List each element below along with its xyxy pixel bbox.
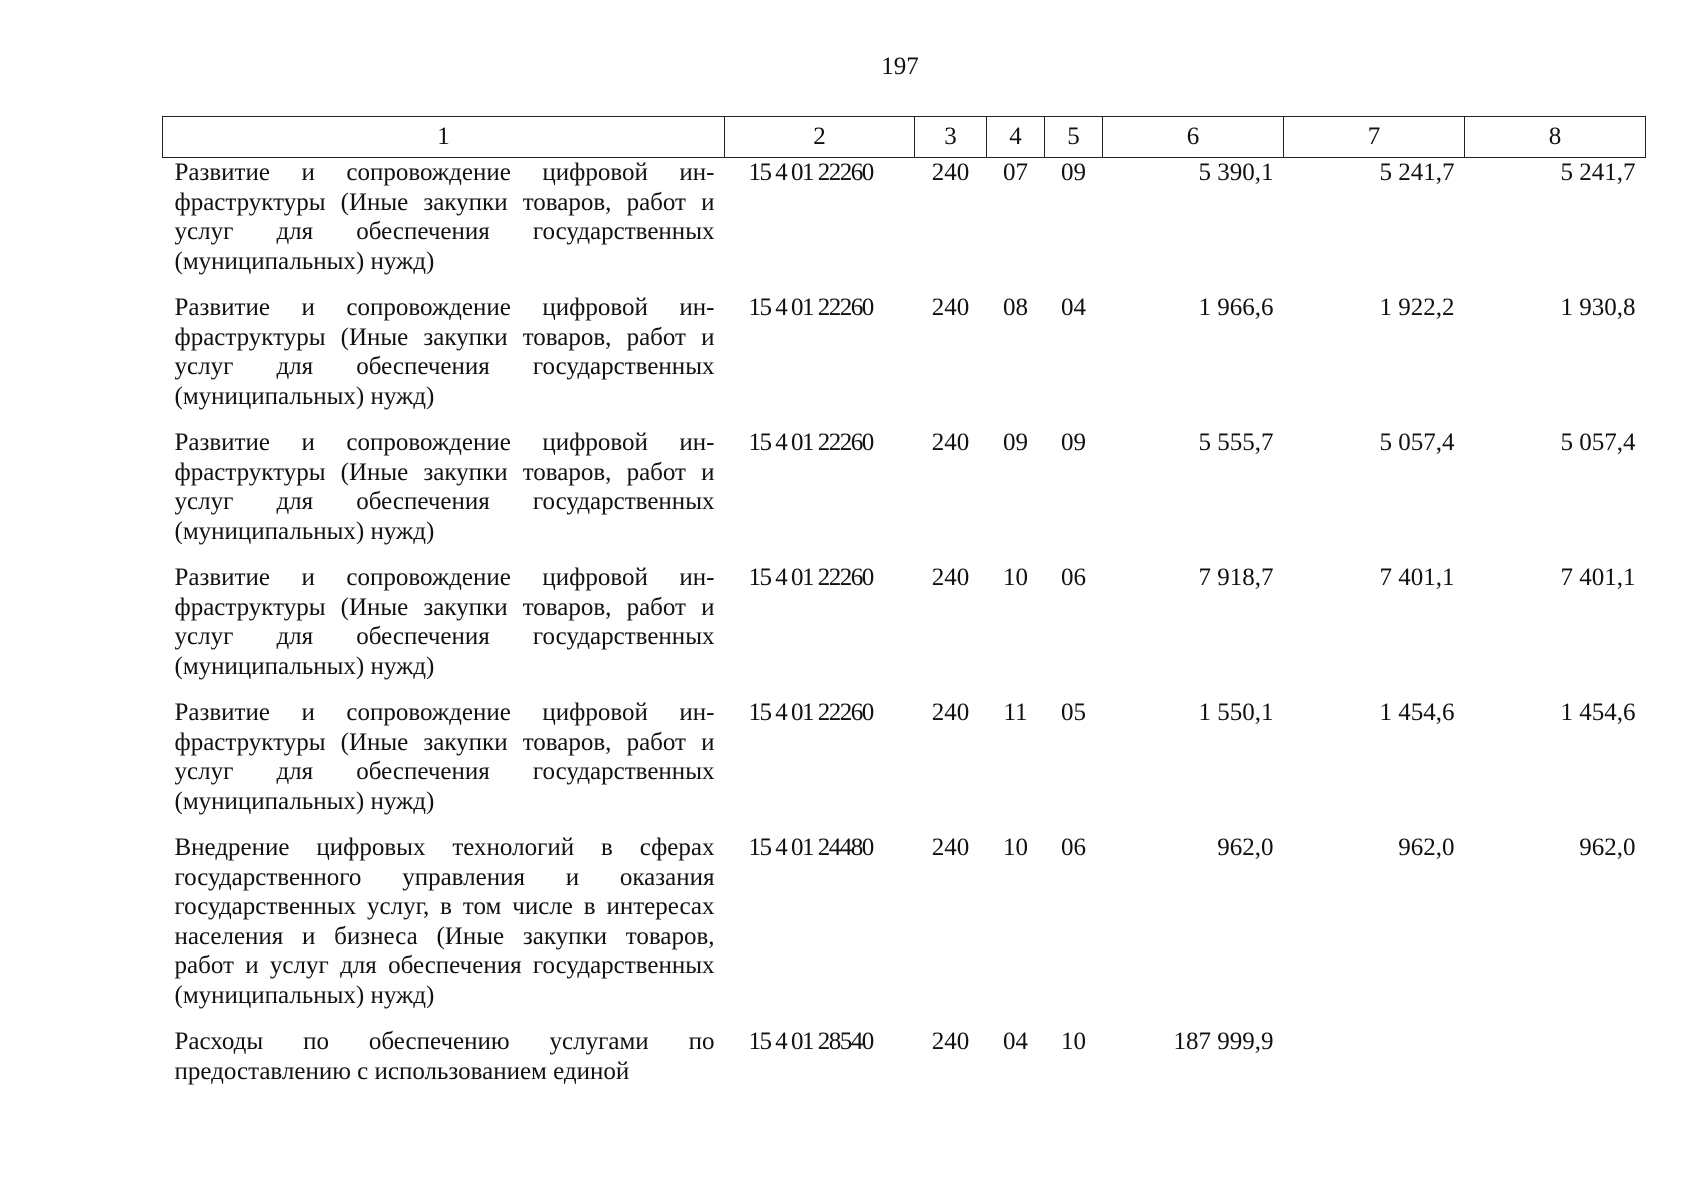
row-value-col8 <box>1465 1027 1646 1086</box>
row-value-col7 <box>1284 1027 1465 1086</box>
row-value-col7: 1 922,2 <box>1379 294 1455 321</box>
row-value-col8: 1 930,8 <box>1560 294 1636 321</box>
row-value-col7: 1 454,6 <box>1379 699 1455 726</box>
column-header-8: 8 <box>1465 117 1646 158</box>
table-row <box>163 563 1646 698</box>
table-row <box>163 293 1646 428</box>
row-target-code: 15 4 01 24480 <box>748 834 873 861</box>
row-value-col6: 1 966,6 <box>1198 294 1274 321</box>
row-subsection: 06 <box>1061 564 1086 591</box>
row-subsection: 09 <box>1061 429 1086 456</box>
row-target-code: 15 4 01 22260 <box>748 429 873 456</box>
table-row <box>163 833 1646 1027</box>
row-value-col7: 5 057,4 <box>1379 429 1455 456</box>
row-value-col7: 7 401,1 <box>1379 564 1455 591</box>
row-section: 09 <box>1003 429 1028 456</box>
row-description: Развитие и сопровождение цифровой инфраструктуры (Иные закупки товаров, работ и услуг для обеспечения государственных (муниципальных) нужд) <box>174 564 715 680</box>
row-expense-type: 240 <box>931 699 970 726</box>
row-value-col8: 962,0 <box>1579 834 1636 861</box>
column-header-7: 7 <box>1284 117 1465 158</box>
row-subsection: 09 <box>1061 159 1086 186</box>
row-section: 10 <box>1003 564 1028 591</box>
row-value-col6: 5 555,7 <box>1198 429 1274 456</box>
table-row <box>163 1027 1646 1086</box>
table-row <box>163 158 1646 294</box>
header-row <box>163 117 1646 158</box>
row-description: Развитие и сопровождение цифровой инфраструктуры (Иные закупки товаров, работ и услуг для обеспечения государственных (муниципальных) нужд) <box>174 159 715 275</box>
page-number: 197 <box>881 53 919 80</box>
column-header-3: 3 <box>915 117 987 158</box>
row-subsection: 04 <box>1061 294 1086 321</box>
row-value-col8: 5 241,7 <box>1560 159 1636 186</box>
row-section: 11 <box>1003 699 1028 726</box>
row-description: Расходы по обеспечению услугами по предоставлению с использованием единой <box>174 1028 715 1085</box>
row-expense-type: 240 <box>931 294 970 321</box>
row-value-col6: 5 390,1 <box>1198 159 1274 186</box>
row-value-col6: 7 918,7 <box>1198 564 1274 591</box>
row-value-col6: 1 550,1 <box>1198 699 1274 726</box>
row-description: Развитие и сопровождение цифровой инфраструктуры (Иные закупки товаров, работ и услуг для обеспечения государственных (муниципальных) нужд) <box>174 429 715 545</box>
row-section: 08 <box>1003 294 1028 321</box>
row-target-code: 15 4 01 22260 <box>748 564 873 591</box>
row-description: Внедрение цифровых технологий в сферах государственного управления и оказания государственных услуг, в том числе в интересах населения и бизнеса (Иные закупки товаров, работ и услуг для обеспечения государственных (муниципальных) нужд) <box>174 834 715 1009</box>
column-header-2: 2 <box>725 117 915 158</box>
row-value-col8: 7 401,1 <box>1560 564 1636 591</box>
table-row <box>163 698 1646 833</box>
row-expense-type: 240 <box>931 564 970 591</box>
row-subsection: 05 <box>1061 699 1086 726</box>
row-value-col8: 5 057,4 <box>1560 429 1636 456</box>
row-expense-type: 240 <box>931 834 970 861</box>
row-target-code: 15 4 01 22260 <box>748 699 873 726</box>
row-expense-type: 240 <box>931 429 970 456</box>
budget-table <box>162 116 1646 1086</box>
row-description: Развитие и сопровождение цифровой инфраструктуры (Иные закупки товаров, работ и услуг для обеспечения государственных (муниципальных) нужд) <box>174 699 715 815</box>
row-section: 04 <box>1003 1028 1028 1055</box>
row-description: Развитие и сопровождение цифровой инфраструктуры (Иные закупки товаров, работ и услуг для обеспечения государственных (муниципальных) нужд) <box>174 294 715 410</box>
column-header-1: 1 <box>163 117 725 158</box>
row-value-col7: 5 241,7 <box>1379 159 1455 186</box>
column-header-4: 4 <box>987 117 1045 158</box>
row-subsection: 10 <box>1061 1028 1086 1055</box>
row-section: 10 <box>1003 834 1028 861</box>
row-expense-type: 240 <box>931 1028 970 1055</box>
column-header-6: 6 <box>1103 117 1284 158</box>
row-subsection: 06 <box>1061 834 1086 861</box>
row-value-col6: 962,0 <box>1217 834 1274 861</box>
row-value-col8: 1 454,6 <box>1560 699 1636 726</box>
row-target-code: 15 4 01 22260 <box>748 159 873 186</box>
column-header-5: 5 <box>1045 117 1103 158</box>
row-target-code: 15 4 01 28540 <box>748 1028 873 1055</box>
row-value-col6: 187 999,9 <box>1173 1028 1274 1055</box>
table-row <box>163 428 1646 563</box>
row-section: 07 <box>1003 159 1028 186</box>
row-value-col7: 962,0 <box>1398 834 1455 861</box>
row-target-code: 15 4 01 22260 <box>748 294 873 321</box>
row-expense-type: 240 <box>931 159 970 186</box>
